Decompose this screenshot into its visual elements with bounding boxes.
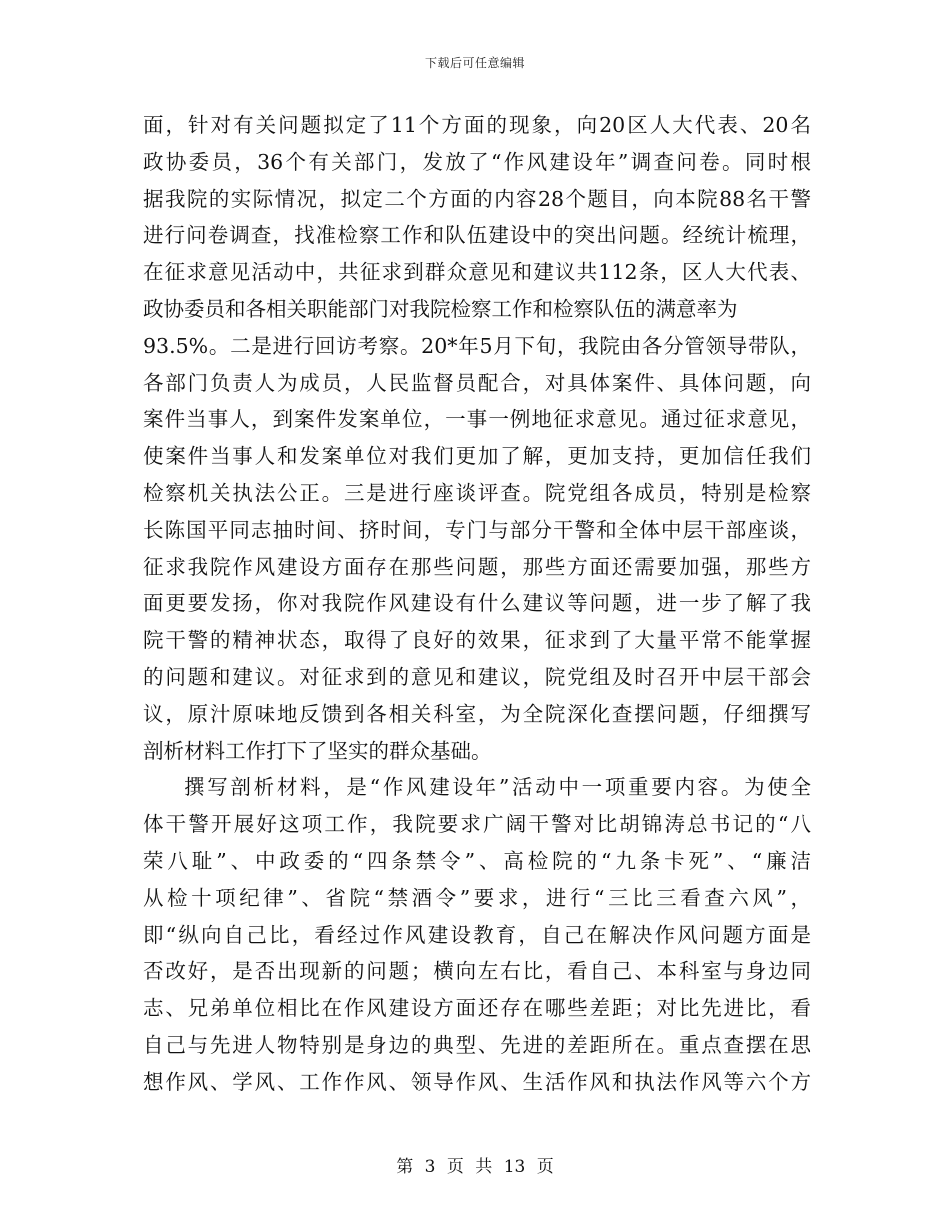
text-line: 院干警的精神状态，取得了良好的效果，征求到了大量平常不能掌握 — [143, 628, 811, 653]
text-line: 的问题和建议。对征求到的意见和建议，院党组及时召开中层干部会 — [143, 664, 811, 689]
text-line: 体干警开展好这项工作，我院要求广阔干警对比胡锦涛总书记的“八 — [143, 812, 811, 837]
text-line: 想作风、学风、工作作风、领导作风、生活作风和执法作风等六个方 — [143, 1069, 811, 1094]
text-line: 议，原汁原味地反馈到各相关科室，为全院深化查摆问题，仔细撰写 — [143, 701, 811, 726]
text-line: 93.5%。二是进行回访考察。20*年5月下旬，我院由各分管领导带队， — [143, 333, 811, 358]
text-line: 自己与先进人物特别是身边的典型、先进的差距所在。重点查摆在思 — [143, 1032, 811, 1057]
text-line: 征求我院作风建设方面存在那些问题，那些方面还需要加强，那些方 — [143, 554, 811, 579]
text-line: 否改好，是否出现新的问题；横向左右比，看自己、本科室与身边同 — [143, 959, 811, 984]
text-line: 撰写剖析材料，是“作风建设年”活动中一项重要内容。为使全 — [184, 775, 811, 800]
text-line: 政协委员和各相关职能部门对我院检察工作和检察队伍的满意率为 — [143, 296, 738, 321]
text-line: 检察机关执法公正。三是进行座谈评查。院党组各成员，特别是检察 — [143, 480, 811, 505]
text-line: 案件当事人，到案件发案单位，一事一例地征求意见。通过征求意见， — [143, 407, 811, 432]
text-line: 志、兄弟单位相比在作风建设方面还存在哪些差距；对比先进比，看 — [143, 996, 811, 1021]
text-line: 长陈国平同志抽时间、挤时间，专门与部分干警和全体中层干部座谈， — [143, 517, 811, 542]
text-line: 使案件当事人和发案单位对我们更加了解，更加支持，更加信任我们 — [143, 444, 811, 469]
text-line: 面，针对有关问题拟定了11个方面的现象，向20区人大代表、20名 — [143, 113, 811, 137]
paragraph-1 — [143, 107, 811, 769]
page-header: 下载后可任意编辑 — [424, 56, 525, 70]
text-line: 剖析材料工作打下了坚实的群众基础。 — [143, 738, 492, 763]
text-line: 荣八耻”、中政委的“四条禁令”、高检院的“九条卡死”、“廉洁 — [143, 848, 811, 873]
text-line: 政协委员，36个有关部门，发放了“作风建设年”调查问卷。同时根 — [143, 149, 811, 174]
page-footer-page-number: 第 3 页 共 13 页 — [396, 1157, 554, 1177]
text-line: 即“纵向自己比，看经过作风建设教育，自己在解决作风问题方面是 — [143, 922, 811, 947]
text-line: 据我院的实际情况，拟定二个方面的内容28个题目，向本院88名干警 — [143, 186, 811, 211]
text-line: 面更要发扬，你对我院作风建设有什么建议等问题，进一步了解了我 — [143, 591, 811, 616]
text-line: 各部门负责人为成员，人民监督员配合，对具体案件、具体问题，向 — [143, 370, 811, 395]
paragraph-2 — [143, 769, 811, 1100]
text-line: 进行问卷调查，找准检察工作和队伍建设中的突出问题。经统计梳理， — [143, 223, 811, 248]
text-line: 从检十项纪律”、省院“禁酒令”要求，进行“三比三看查六风”， — [143, 885, 811, 910]
text-line: 在征求意见活动中，共征求到群众意见和建议共112条，区人大代表、 — [143, 260, 811, 285]
document-body — [143, 107, 811, 1101]
